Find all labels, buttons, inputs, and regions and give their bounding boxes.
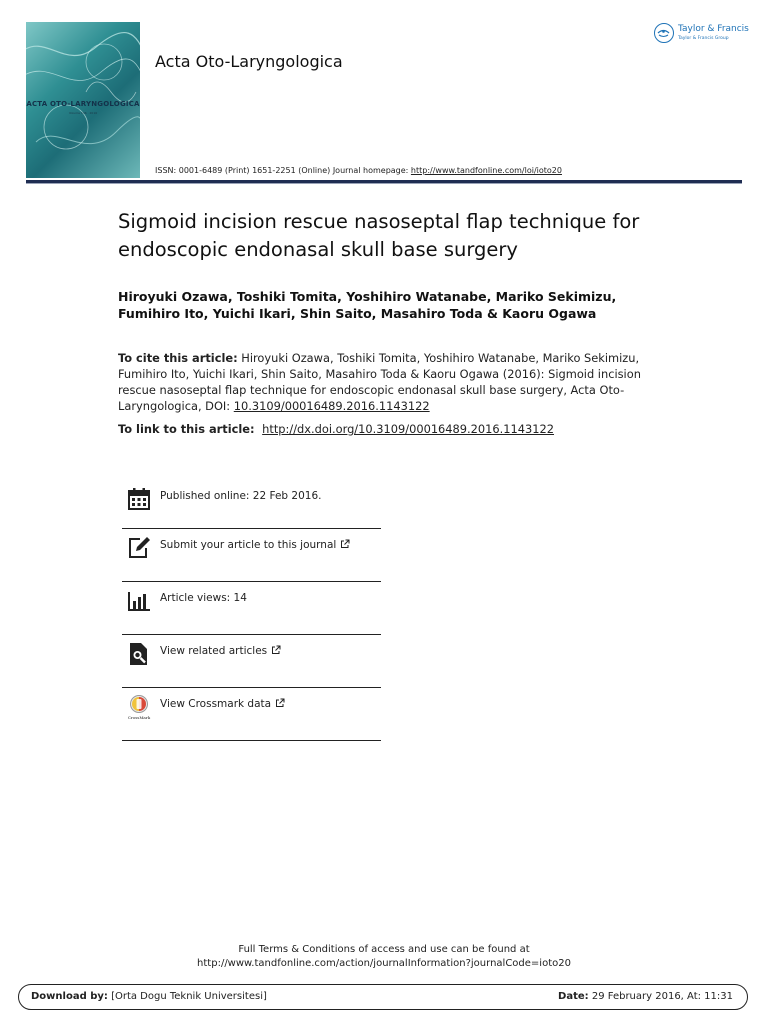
article-views-text: Article views: 14 [160, 592, 247, 604]
issn-text: ISSN: 0001-6489 (Print) 1651-2251 (Online) Journal homepage: [155, 166, 411, 175]
related-articles-row[interactable] [122, 635, 381, 688]
published-online-row [122, 480, 381, 529]
crossmark-row[interactable] [122, 688, 381, 741]
cite-label: To cite this article: [118, 351, 238, 365]
cover-title: ACTA OTO-LARYNGOLOGICA [26, 100, 140, 108]
article-link-block [118, 421, 658, 437]
article-title: Sigmoid incision rescue nasoseptal flap technique for endoscopic endonasal skull base surgery [118, 210, 640, 261]
journal-cover-image [26, 22, 140, 178]
journal-homepage-link[interactable]: http://www.tandfonline.com/loi/ioto20 [410, 166, 562, 175]
taylor-francis-emblem-icon [654, 23, 674, 43]
search-document-icon [126, 641, 152, 667]
submit-article-row[interactable] [122, 529, 381, 582]
cite-text: Hiroyuki Ozawa, Toshiki Tomita, Yoshihiro Watanabe, Mariko Sekimizu, Fumihiro Ito, Yuichi Ikari, Shin Saito, Masahiro Toda & Kaoru Ogawa (2016): Sigmoid incision rescue nasoseptal flap technique for endoscopic endonasal skull base surgery, Acta Oto-Laryngologica, DOI: [118, 351, 641, 413]
submit-article-link[interactable] [160, 539, 350, 551]
cite-doi-link[interactable]: 10.3109/00016489.2016.1143122 [233, 399, 430, 413]
crossmark-link[interactable] [160, 698, 285, 710]
cover-subtitle: Volume 136 · 2016 [68, 111, 98, 115]
link-label: To link to this article: [118, 422, 259, 436]
terms-url[interactable]: http://www.tandfonline.com/action/journalInformation?journalCode=ioto20 [197, 958, 571, 969]
submit-article-text: Submit your article to this journal [160, 539, 337, 551]
bar-chart-icon [126, 588, 152, 614]
publisher-name: Taylor & Francis [678, 24, 749, 34]
date-value: 29 February 2016, At: 11:31 [588, 991, 733, 1002]
crossmark-caption: CrossMark [127, 715, 151, 720]
crossmark-icon [126, 694, 152, 720]
download-value: [Orta Dogu Teknik Universitesi] [107, 991, 267, 1002]
article-authors: Hiroyuki Ozawa, Toshiki Tomita, Yoshihiro Watanabe, Mariko Sekimizu, Fumihiro Ito, Yuichi Ikari, Shin Saito, Masahiro Toda & Kaoru Ogawa [118, 289, 617, 321]
download-date [558, 991, 733, 1002]
journal-name[interactable]: Acta Oto-Laryngologica [155, 52, 343, 71]
publisher-group: Taylor & Francis Group [678, 36, 729, 41]
published-online-text: Published online: 22 Feb 2016. [160, 490, 322, 502]
related-articles-link[interactable] [160, 645, 281, 657]
crossmark-text: View Crossmark data [160, 698, 272, 710]
download-label: Download by: [31, 991, 108, 1002]
external-link-icon [275, 698, 285, 708]
publisher-logo[interactable] [654, 22, 748, 48]
article-info-list [122, 480, 381, 741]
article-views-row [122, 582, 381, 635]
header-rule-thin [26, 183, 742, 184]
terms-line-1: Full Terms & Conditions of access and use can be found at [238, 944, 530, 955]
download-by [31, 991, 267, 1002]
terms-notice [0, 943, 768, 971]
related-articles-text: View related articles [160, 645, 268, 657]
issn-line [155, 166, 562, 175]
download-footer [18, 984, 748, 1010]
article-doi-link[interactable]: http://dx.doi.org/10.3109/00016489.2016.1143122 [262, 422, 555, 436]
citation-block [118, 350, 658, 414]
calendar-icon [126, 486, 152, 512]
external-link-icon [340, 539, 350, 549]
external-link-icon [271, 645, 281, 655]
edit-icon [126, 535, 152, 561]
date-label: Date: [558, 991, 589, 1002]
